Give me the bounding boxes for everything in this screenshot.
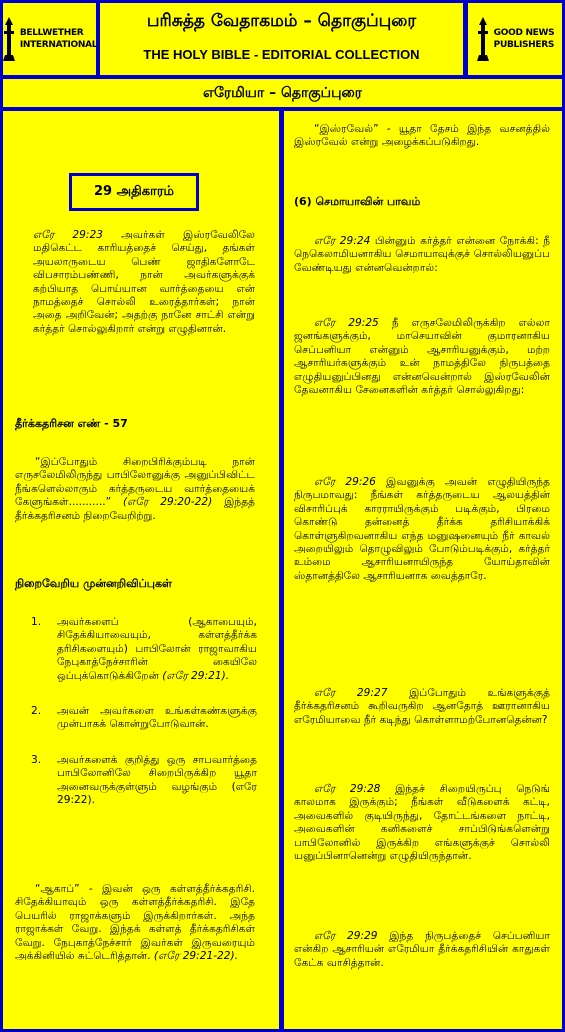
verse-paragraph: எரே 29:24 பின்னும் கர்த்தர் என்னை நோக்கி: நீ நெகெலாமியனாகிய செமாயாவுக்குச் சொல்லியனுப்ப வேண்டியது என்னவென்றால்: [294, 235, 550, 274]
fulfilled-list [27, 616, 257, 829]
verse-paragraph [33, 229, 255, 336]
left-logo-line-1: BELLWETHER [19, 28, 84, 38]
chapter-heading: 29 அதிகாரம் [69, 173, 199, 211]
prophecy-paragraph [15, 456, 255, 523]
prophecy-number-heading: தீர்க்கதரிசன எண் - 57 [15, 417, 128, 430]
bellwether-logo [3, 3, 96, 75]
ahab-ref: (எரே 29:21-22). [150, 950, 239, 963]
list-item: 2. அவன் அவர்களை உங்கள்கண்களுக்கு முன்பாகக் கொன்றுபோடுவான். [31, 705, 257, 731]
verse-paragraph: எரே 29:25 நீ எருசலேமிலிருக்கிற எல்லா ஜனங்களுக்கும், மாசெயாவின் குமாரனாகிய செப்பனியா என்னும் ஆசாரியனுக்கும், மற்ற ஆசாரியர்களுக்கும் உன் நாமத்திலே நிருபத்தை எழுதியனுப்பினது என்னவென்றால் இஸ்ரவேலின் தேவனாகிய சேனைகளின் கர்த்தர் சொல்லுகிறது: [294, 317, 550, 397]
israel-paragraph: “இஸ்ரவேல்” - யூதா தேசம் இந்த வசனத்தில் இஸ்ரவேல் என்று அழைக்கப்படுகிறது. [294, 123, 550, 149]
right-column [284, 111, 562, 1029]
prophecy-tail: இந்தத் தீர்க்கதரிசனம் நிறைவேறிற்று. [15, 496, 255, 522]
prophecy-ref: (எரே 29:20-22) [111, 496, 213, 509]
list-item: 3. அவர்களைக் குறித்து ஒரு சாபவார்த்தை பாபிலோனிலே சிறைபிருக்கிற யூதா அனைவருக்குள்ளும் வழங்கும் (எரே 29:22). [31, 753, 257, 807]
bellwether-icon [2, 17, 16, 61]
right-logo-line-1: GOOD NEWS [493, 28, 555, 38]
right-logo-line-2: PUBLISHERS [493, 40, 555, 50]
left-column [3, 111, 279, 1029]
ahab-paragraph [15, 883, 255, 963]
shemaiah-sin-heading: (6) செமாயாவின் பாவம் [294, 195, 421, 208]
left-logo-line-2: INTERNATIONAL [19, 40, 98, 50]
verse-paragraph: எரே 29:28 இந்தச் சிறையிருப்பு நெடுங் காலமாக இருக்கும்; நீங்கள் வீடுகளைக் கட்டி, அவைகளில் குடியிருந்து, தோட்டங்களை நாட்டி, அவைகளின் கனிகளைச் சாப்பிடுங்களென்று பாபிலோனில் இருக்கிற எங்களுக்குச் சொல்லி யனுப்பினானென்று எழுதியிருந்தான். [294, 783, 550, 863]
good-news-icon [476, 17, 490, 61]
verse-ref: எரே 29:23 [33, 229, 103, 241]
header-title-english: THE HOLY BIBLE - EDITORIAL COLLECTION [143, 47, 420, 62]
verse-paragraph: எரே 29:26 இவனுக்கு அவன் எழுதியிருந்த நிருபமாவது: நீங்கள் கர்த்தருடைய ஆலயத்தின் விசாரிப்புக் காரராயிருக்கும் படிக்கும், பிரமை கொண்டு தன்னைத் தீர்க்க தரிசியாக்கிக் கொள்ளுகிறவனாகிய எந்த மனுஷனையும் நீர் காவல் அறையிலும் தொழுவிலும் போடும்படிக்கும், கர்த்தர் உம்மை ஆசாரியனாயிருந்த யோய்தாவின் ஸ்தானத்திலே ஆசாரியனாக வைத்தாரே. [294, 476, 550, 582]
ahab-text: “ஆகாப்” - இவன் ஒரு கள்ளத்தீர்க்கதரிசி. சிதேக்கியாவும் ஒரு கள்ளத்தீர்க்கதரிசி. இதே பெயரில் ராஜாக்களும் இருக்கிறார்கள். அந்த ராஜாக்கள் வேறு. இந்தக் கள்ளத் தீர்க்கதரிசிகள் வேறு. நேபுகாத்நேச்சார் இவர்கள் இருவரையும் அக்கினியில் சுட்டெரித்தான். [15, 883, 255, 963]
verse-paragraph: எரே 29:27 இப்போதும் உங்களுக்குத் தீர்க்கதரிசனம் கூறிவருகிற ஆனதோத் ஊரானாகிய எரேமியாவை நீர் கடிந்து கொள்ளாமற்போனதென்ன? [294, 687, 550, 726]
prophecy-text: “இப்போதும் சிறைபிரிக்கும்படி நான் எருசலேமிலிருந்து பாபிலோனுக்கு அனுப்பிவிட்ட நீங்களெல்லாரும் கர்த்தருடைய வார்த்தையைக் கேளுங்கள்...........” [15, 456, 255, 509]
header-title-tamil: பரிசுத்த வேதாகமம் – தொகுப்புரை [146, 11, 417, 31]
list-item: 1. அவர்களைப் (ஆகாபையும், சிதேக்கியாவையும், கள்ளத்தீர்க்க தரிசிகளையும்) பாபிலோன் ராஜாவாகிய நேபுகாத்நேச்சாரின் கையிலே ஒப்புக்கொடுக்கிறேன் (எரே 29:21). [31, 616, 257, 682]
header-title-box [100, 3, 463, 75]
verse-paragraph: எரே 29:29 இந்த நிருபத்தைச் செப்பனியா என்கிற ஆசாரியன் எரேமியா தீர்க்கதரிசியின் காதுகள் கேட்க வாசித்தான். [294, 930, 550, 969]
fulfilled-predictions-heading: நிறைவேறிய முன்னறிவிப்புகள் [15, 577, 172, 590]
good-news-logo [468, 3, 562, 75]
section-title: எரேமியா – தொகுப்புரை [3, 79, 562, 107]
verse-text: அவர்கள் இஸ்ரவேலிலே மதிகெட்ட காரியத்தைச் செய்து, தங்கள் அயலாருடைய பெண் ஜாதிகளோடே விபசாரம்பண்ணி, நான் அவர்களுக்குக் கற்பியாத பொய்யான வார்த்தையை என் நாமத்தைச் சொல்லி உரைத்தார்கள்; நான் அதை அறிவேன்; அதற்கு நானே சாட்சி என்று கர்த்தர் சொல்லுகிறார் என்று எழுதினான். [33, 229, 255, 335]
